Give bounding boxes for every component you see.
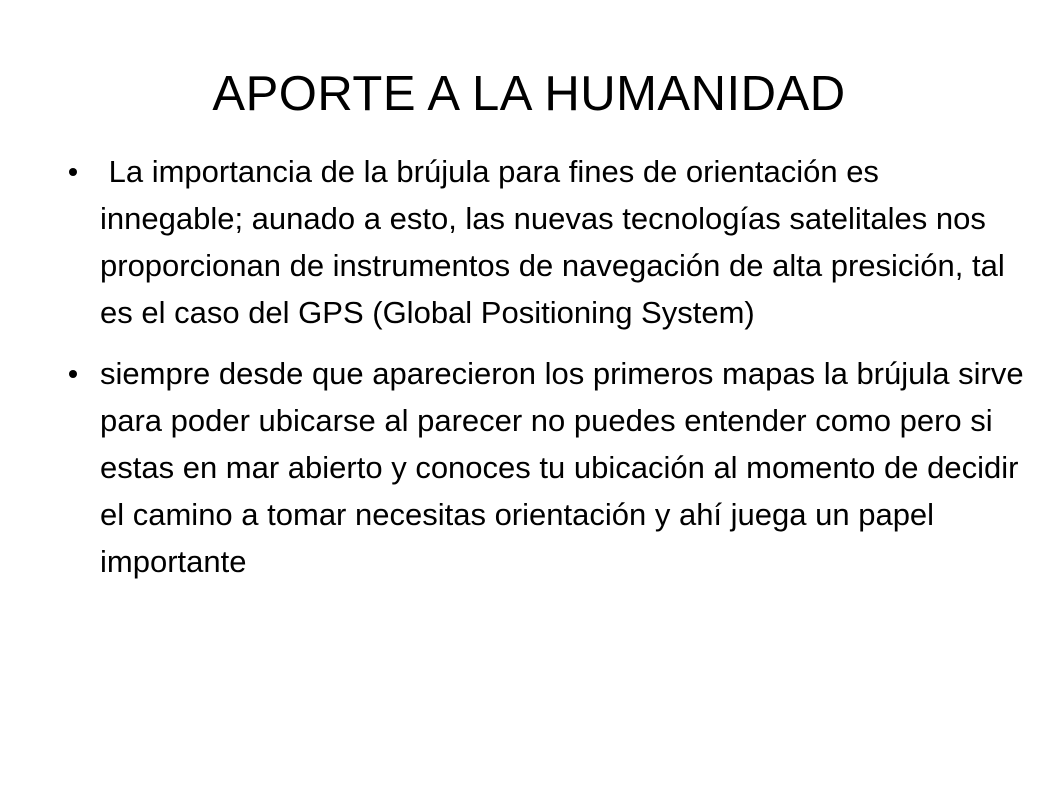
bullet-item: [64, 350, 1024, 585]
bullet-list: [64, 148, 1024, 585]
bullet-text: siempre desde que aparecieron los primeros mapas la brújula sirve para poder ubicarse al parecer no puedes entender como pero si estas en mar abierto y conoces tu ubicación al momento de decidir el camino a tomar necesitas orientación y ahí juega un papel importante: [100, 356, 1024, 579]
bullet-dot-icon: [69, 168, 77, 176]
bullet-text: La importancia de la brújula para fines de orientación es innegable; aunado a esto, las nuevas tecnologías satelitales nos proporcionan de instrumentos de navegación de alta presición, tal es el caso del GPS (Global Positioning System): [100, 154, 1014, 330]
slide-title: APORTE A LA HUMANIDAD: [212, 67, 846, 121]
bullet-dot-icon: [69, 370, 77, 378]
bullet-item: [64, 148, 1024, 336]
